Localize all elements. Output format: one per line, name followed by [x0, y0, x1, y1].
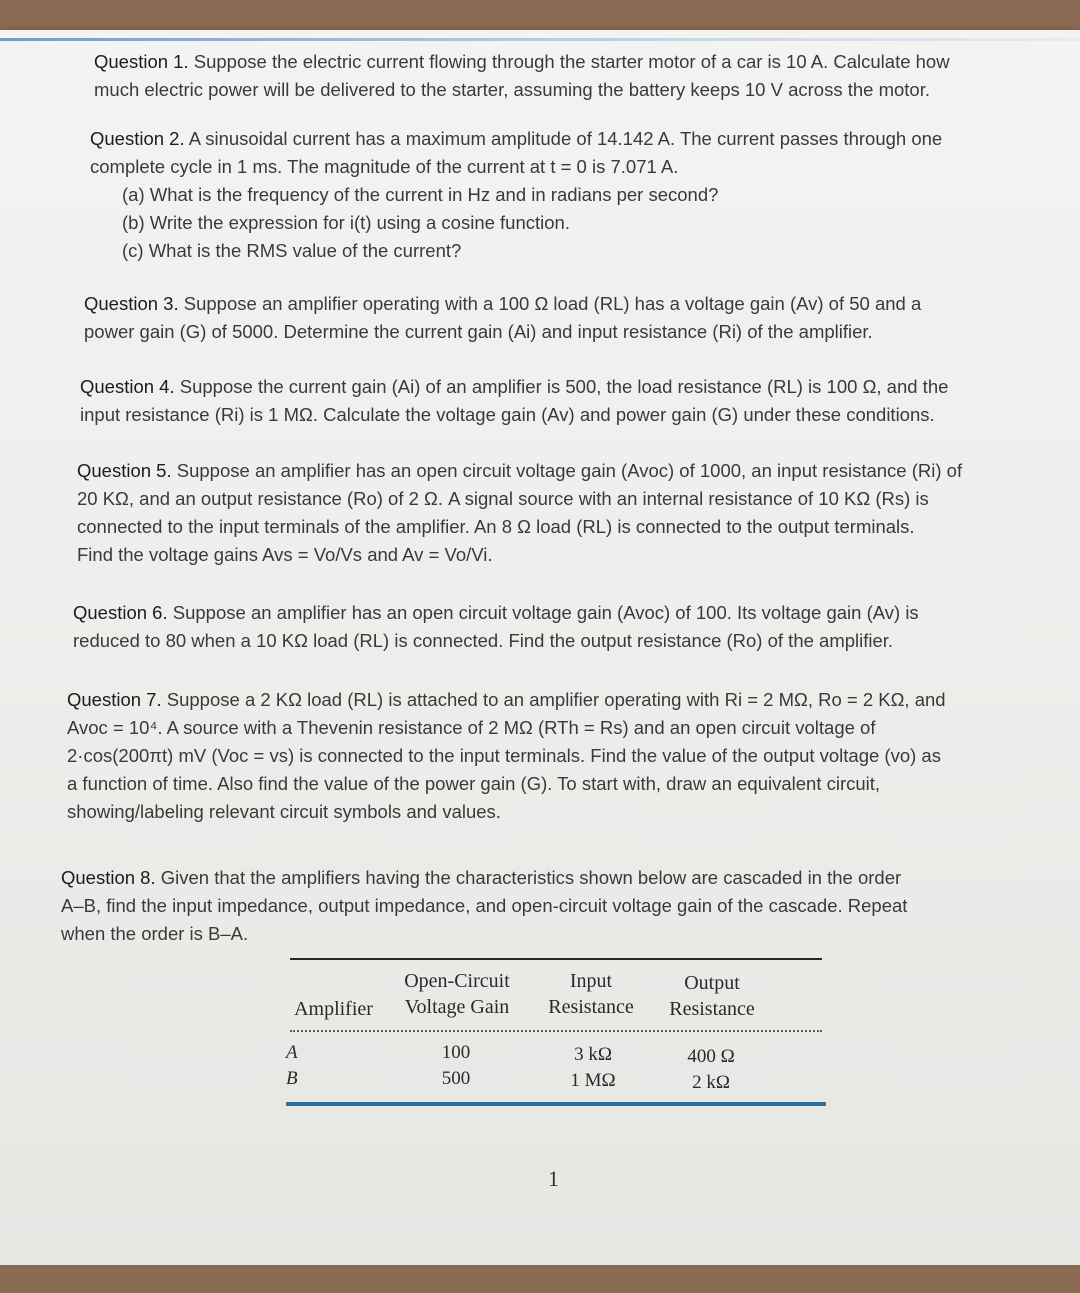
question-label: Question 3. — [84, 293, 179, 314]
question-text-line: Suppose the electric current flowing through the starter motor of a car is 10 A. Calculate how — [193, 51, 950, 72]
question-text-line: Suppose the current gain (Ai) of an amplifier is 500, the load resistance (RL) is 100 Ω, and the — [179, 376, 949, 397]
question-text-line: much electric power will be delivered to the starter, assuming the battery keeps 10 V across the motor. — [94, 79, 930, 100]
header-gain-line-2: Voltage Gain — [404, 996, 510, 1018]
question-label: Question 1. — [94, 51, 189, 72]
header-output-line-2: Resistance — [669, 998, 755, 1020]
question-text-line: input resistance (Ri) is 1 MΩ. Calculate the voltage gain (Av) and power gain (G) under these conditions. — [80, 404, 935, 425]
question-label: Question 6. — [73, 602, 168, 623]
question-4 — [80, 373, 948, 429]
question-text-line: 2·cos(200πt) mV (Voc = vs) is connected to the input terminals. Find the value of the output voltage (vo) as — [67, 745, 941, 766]
question-6 — [73, 599, 919, 655]
question-label: Question 5. — [77, 460, 172, 481]
question-text-line: complete cycle in 1 ms. The magnitude of the current at t = 0 is 7.071 A. — [90, 156, 679, 177]
question-label: Question 8. — [61, 867, 156, 888]
question-label: Question 2. — [90, 128, 185, 149]
question-part-c: (c) What is the RMS value of the current? — [122, 240, 462, 261]
question-text-line: showing/labeling relevant circuit symbols and values. — [67, 801, 501, 822]
table-cell-input: 1 MΩ — [570, 1070, 616, 1091]
question-text-line: when the order is B–A. — [61, 923, 249, 944]
question-text-line: Find the voltage gains Avs = Vo/Vs and Av = Vo/Vi. — [77, 544, 493, 565]
question-5 — [77, 457, 962, 569]
question-text-line: reduced to 80 when a 10 KΩ load (RL) is connected. Find the output resistance (Ro) of the amplifier. — [73, 630, 894, 651]
question-1 — [94, 48, 950, 104]
question-text-line: A–B, find the input impedance, output impedance, and open-circuit voltage gain of the cascade. Repeat — [61, 895, 908, 916]
table-cell-gain: 500 — [441, 1068, 471, 1089]
question-text-line: Avoc = 10⁴. A source with a Thevenin resistance of 2 MΩ (RTh = Rs) and an open circuit voltage of — [67, 717, 876, 738]
table-dotted-rule — [290, 1030, 822, 1032]
question-part-a: (a) What is the frequency of the current in Hz and in radians per second? — [122, 184, 719, 205]
question-2 — [90, 125, 942, 265]
table-cell-amplifier: A — [286, 1042, 298, 1063]
question-part-b: (b) Write the expression for i(t) using a cosine function. — [122, 212, 570, 233]
question-text-line: Given that the amplifiers having the characteristics shown below are cascaded in the order — [160, 867, 902, 888]
header-output — [658, 970, 766, 1022]
table-bottom-rule — [286, 1102, 826, 1106]
page-number: 1 — [548, 1166, 559, 1191]
question-3 — [84, 290, 921, 346]
top-edge-line — [0, 38, 1080, 41]
question-text-line: connected to the input terminals of the amplifier. An 8 Ω load (RL) is connected to the output terminals. — [77, 516, 915, 537]
table-cell-output: 2 kΩ — [692, 1072, 730, 1093]
question-label: Question 7. — [67, 689, 162, 710]
question-label: Question 4. — [80, 376, 175, 397]
question-text-line: 20 KΩ, and an output resistance (Ro) of 2 Ω. A signal source with an internal resistance of 10 KΩ (Rs) is — [77, 488, 929, 509]
header-amplifier: Amplifier — [294, 998, 373, 1020]
header-output-line-1: Output — [684, 972, 740, 994]
question-text-line: Suppose an amplifier has an open circuit voltage gain (Avoc) of 1000, an input resistance (Ri) of — [176, 460, 963, 481]
header-input-line-2: Resistance — [548, 996, 634, 1018]
question-7 — [67, 686, 946, 826]
question-text-line: Suppose an amplifier operating with a 100 Ω load (RL) has a voltage gain (Av) of 50 and a — [183, 293, 922, 314]
question-text-line: power gain (G) of 5000. Determine the current gain (Ai) and input resistance (Ri) of the amplifier. — [84, 321, 873, 342]
table-cell-output: 400 Ω — [687, 1046, 735, 1067]
question-text-line: A sinusoidal current has a maximum amplitude of 14.142 A. The current passes through one — [188, 128, 943, 149]
question-text-line: a function of time. Also find the value of the power gain (G). To start with, draw an equivalent circuit, — [67, 773, 881, 794]
table-cell-gain: 100 — [441, 1042, 471, 1063]
header-input — [536, 968, 646, 1020]
header-gain — [391, 968, 523, 1020]
header-input-line-1: Input — [569, 970, 613, 992]
question-text-line: Suppose an amplifier has an open circuit voltage gain (Avoc) of 100. Its voltage gain (Av) is — [172, 602, 919, 623]
table-cell-amplifier: B — [286, 1068, 298, 1089]
table-cell-input: 3 kΩ — [574, 1044, 612, 1065]
header-gain-line-1: Open-Circuit — [404, 970, 510, 992]
table-top-rule — [290, 958, 822, 960]
question-8 — [61, 864, 907, 948]
question-text-line: Suppose a 2 KΩ load (RL) is attached to an amplifier operating with Ri = 2 MΩ, Ro = 2 KΩ, and — [166, 689, 946, 710]
